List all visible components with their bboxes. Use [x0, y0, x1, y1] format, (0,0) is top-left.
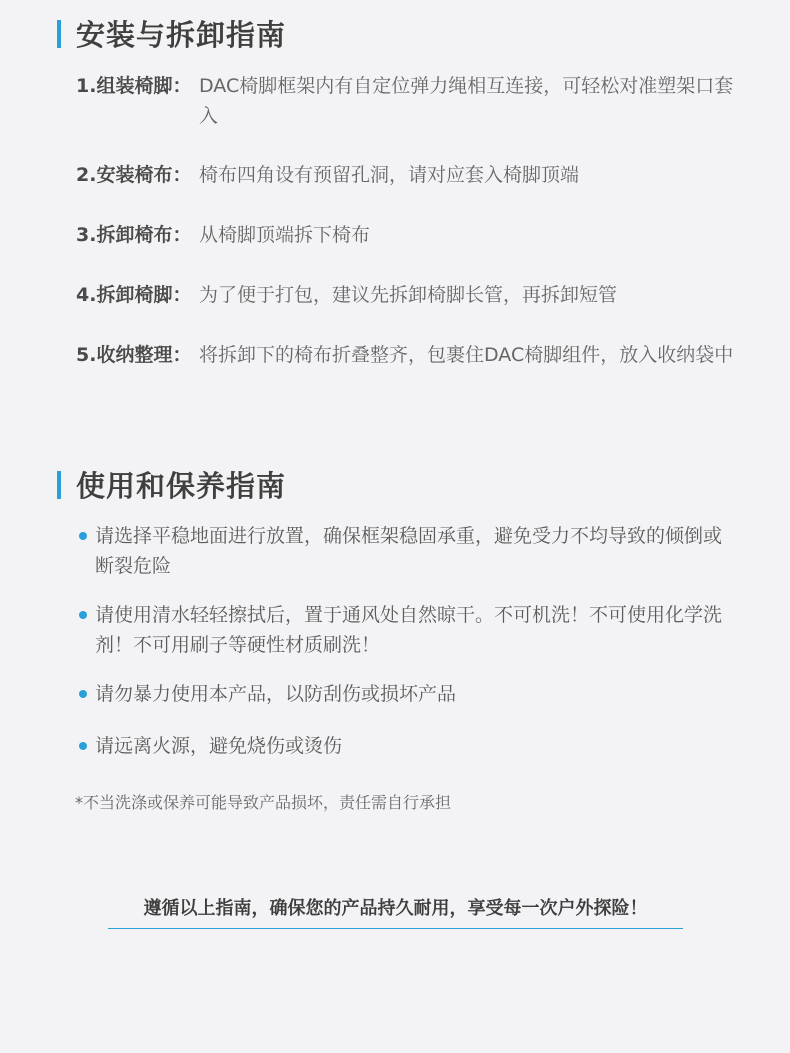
step-text: 将拆卸下的椅布折叠整齐，包裹住DAC椅脚组件，放入收纳袋中 — [199, 344, 734, 366]
title-accent-bar — [57, 471, 61, 499]
title-accent-bar — [57, 20, 61, 48]
step-label: 3.拆卸椅布： — [76, 224, 192, 246]
list-item — [78, 731, 738, 761]
step-label: 4.拆卸椅脚： — [76, 284, 192, 306]
step-item — [76, 71, 736, 131]
step-text: 从椅脚顶端拆下椅布 — [199, 224, 371, 246]
step-text: 为了便于打包，建议先拆卸椅脚长管，再拆卸短管 — [199, 284, 618, 306]
list-item — [78, 600, 738, 660]
step-label: 2.安装椅布： — [76, 164, 192, 186]
footer-slogan: 遵循以上指南，确保您的产品持久耐用，享受每一次户外探险！ — [108, 894, 683, 929]
step-label: 5.收纳整理： — [76, 344, 192, 366]
bullet-text: 请远离火源，避免烧伤或烫伤 — [95, 735, 343, 757]
step-text: DAC椅脚框架内有自定位弹力绳相互连接，可轻松对准塑架口套入 — [199, 75, 734, 127]
step-label: 1.组装椅脚： — [76, 75, 192, 97]
bullet-dot-icon — [78, 600, 95, 660]
section-title-care — [57, 464, 286, 505]
bullet-dot-icon — [78, 731, 95, 761]
section-title-install — [57, 13, 286, 54]
section-title-text: 安装与拆卸指南 — [76, 18, 287, 52]
list-item — [78, 521, 738, 581]
section-title-text: 使用和保养指南 — [76, 469, 287, 503]
list-item — [78, 679, 738, 709]
step-item — [76, 220, 736, 250]
disclaimer-note: *不当洗涤或保养可能导致产品损坏，责任需自行承担 — [75, 793, 452, 812]
bullet-dot-icon — [78, 679, 95, 709]
bullet-text: 请选择平稳地面进行放置，确保框架稳固承重，避免受力不均导致的倾倒或断裂危险 — [95, 525, 723, 577]
bullet-dot-icon — [78, 521, 95, 581]
step-item — [76, 280, 736, 310]
bullet-text: 请使用清水轻轻擦拭后，置于通风处自然晾干。不可机洗！不可使用化学洗剂！不可用刷子等硬性材质刷洗！ — [95, 604, 723, 656]
bullet-text: 请勿暴力使用本产品，以防刮伤或损坏产品 — [95, 683, 457, 705]
step-text: 椅布四角设有预留孔洞，请对应套入椅脚顶端 — [199, 164, 580, 186]
step-item — [76, 160, 736, 190]
step-item — [76, 340, 736, 370]
